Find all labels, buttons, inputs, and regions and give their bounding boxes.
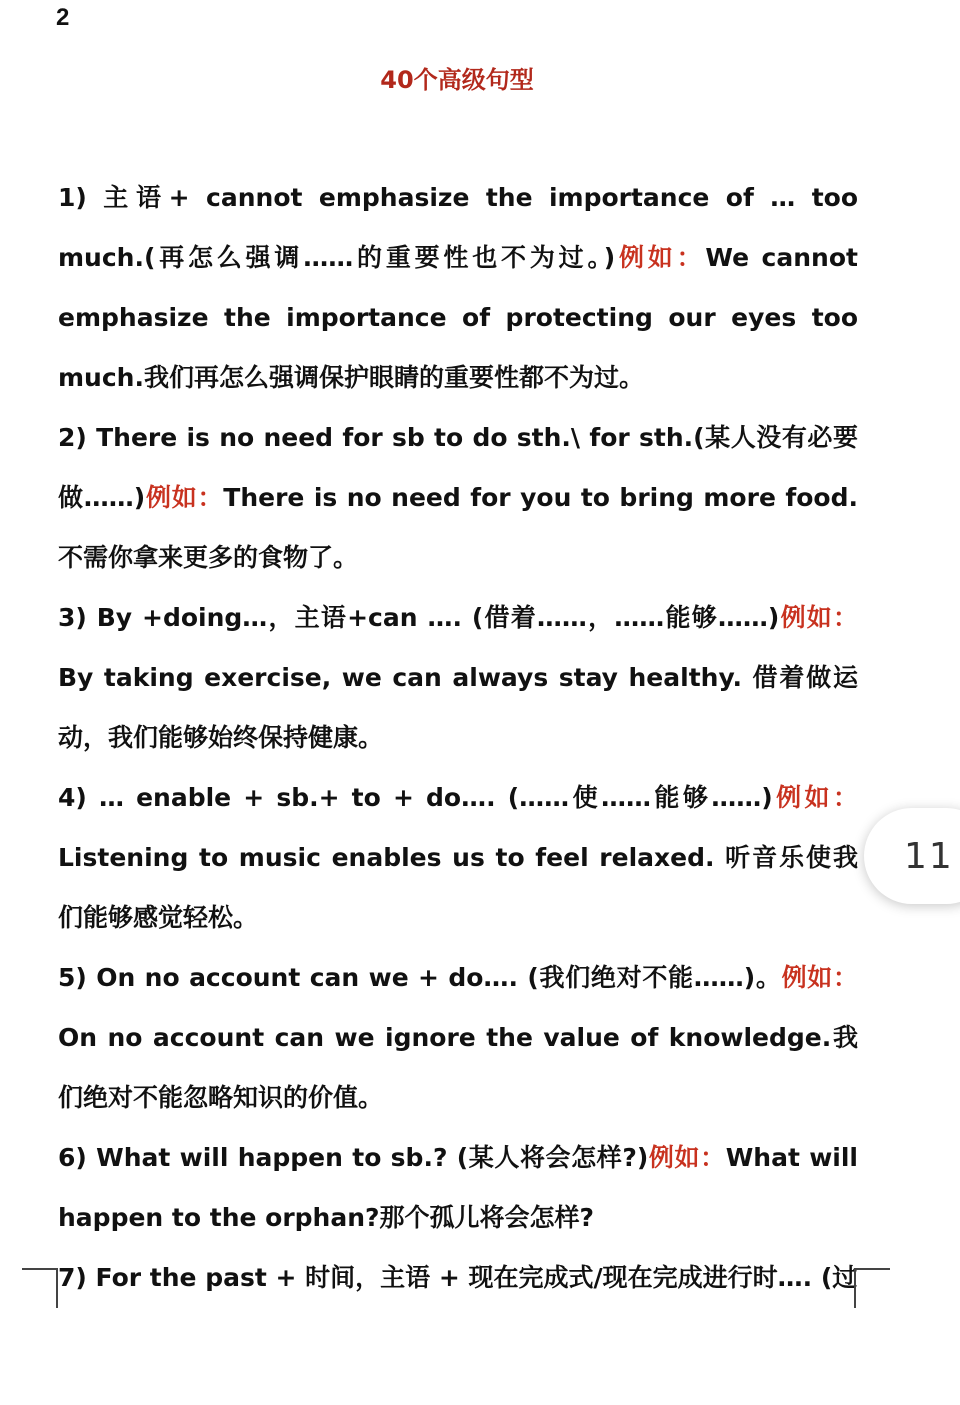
- sentence-pattern-item: [58, 408, 858, 588]
- pattern-text: 3) By +doing…，主语+can …. (借着……，……能够……): [58, 603, 780, 632]
- sentence-pattern-item: [58, 168, 858, 408]
- floating-page-counter-label: 11: [904, 835, 954, 877]
- example-label: 例如：: [779, 603, 858, 632]
- sentence-pattern-item: [58, 588, 858, 768]
- floating-page-counter-button[interactable]: [864, 808, 960, 904]
- page-corner-mark-right: [854, 1268, 890, 1308]
- sentence-pattern-item: [58, 948, 858, 1128]
- example-label: 例如：: [615, 243, 706, 272]
- pattern-text: 6) What will happen to sb.? (某人将会怎样?): [58, 1143, 649, 1172]
- sentence-pattern-item: [58, 768, 858, 948]
- example-label: 例如：: [145, 483, 224, 512]
- page-number: 2: [56, 4, 70, 31]
- sentence-pattern-item: [58, 1128, 858, 1248]
- pattern-text: 5) On no account can we + do…. (我们绝对不能……)。: [58, 963, 782, 992]
- pattern-text: 4) … enable + sb.+ to + do…. (……使……能够……): [58, 783, 773, 812]
- example-text: There is no need for you to bring more food. 不需你拿来更多的食物了。: [58, 483, 858, 572]
- page-corner-mark-left: [22, 1268, 58, 1308]
- example-label: 例如：: [772, 783, 858, 812]
- sentence-pattern-item-partial: 7) For the past + 时间，主语 + 现在完成式/现在完成进行时…. (过: [58, 1263, 858, 1292]
- example-text: On no account can we ignore the value of knowledge.我们绝对不能忽略知识的价值。: [58, 1023, 858, 1112]
- document-body: [58, 168, 858, 1308]
- example-label: 例如：: [781, 963, 858, 992]
- document-title: 40个高级句型: [380, 66, 534, 94]
- example-text: What will happen to the orphan?那个孤儿将会怎样?: [58, 1143, 859, 1232]
- example-text: Listening to music enables us to feel relaxed. 听音乐使我们能够感觉轻松。: [58, 843, 858, 932]
- pattern-text: 2) There is no need for sb to do sth.\ for sth.(某人没有必要做……): [58, 423, 858, 512]
- example-text: We cannot emphasize the importance of protecting our eyes too much.我们再怎么强调保护眼睛的重要性都不为过。: [58, 243, 858, 392]
- example-text: By taking exercise, we can always stay healthy. 借着做运动，我们能够始终保持健康。: [58, 663, 858, 752]
- example-label: 例如：: [648, 1143, 726, 1172]
- pattern-text: 1) 主语+ cannot emphasize the importance of … too much.(再怎么强调……的重要性也不为过。): [58, 183, 858, 272]
